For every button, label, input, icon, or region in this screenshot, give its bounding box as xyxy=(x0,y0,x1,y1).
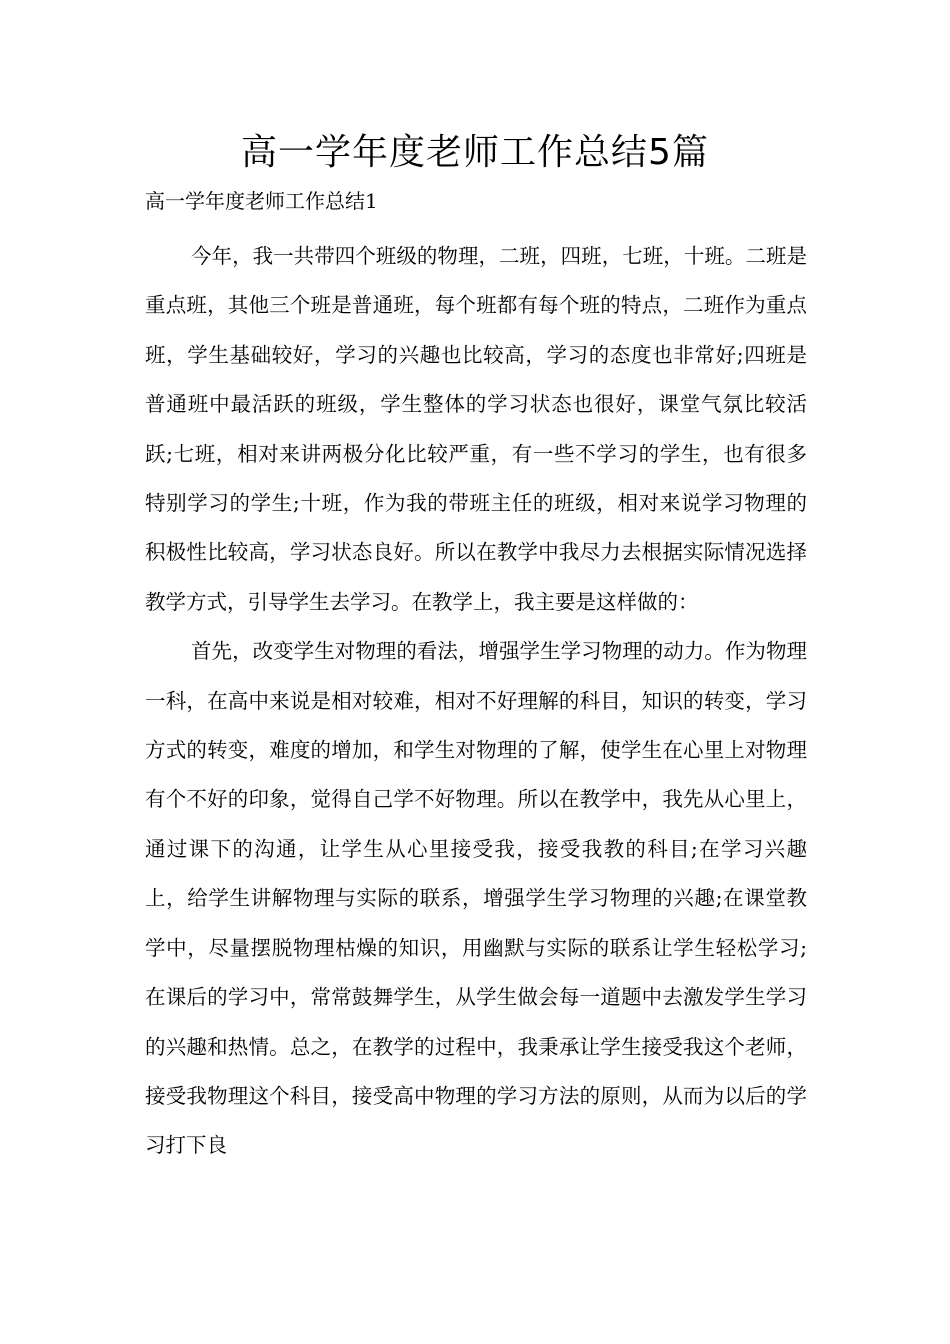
section-heading: 高一学年度老师工作总结1 xyxy=(145,189,378,213)
document-body xyxy=(145,232,807,1171)
paragraph-1: 今年，我一共带四个班级的物理，二班，四班，七班，十班。二班是重点班，其他三个班是普通班，每个班都有每个班的特点，二班作为重点班，学生基础较好，学习的兴趣也比较高，学习的态度也非常好;四班是普通班中最活跃的班级，学生整体的学习状态也很好，课堂气氛比较活跃;七班，相对来讲两极分化比较严重，有一些不学习的学生，也有很多特别学习的学生;十班，作为我的带班主任的班级，相对来说学习物理的积极性比较高，学习状态良好。所以在教学中我尽力去根据实际情况选择教学方式，引导学生去学习。在教学上，我主要是这样做的： xyxy=(145,244,807,614)
paragraph-2: 首先，改变学生对物理的看法，增强学生学习物理的动力。作为物理一科，在高中来说是相对较难，相对不好理解的科目，知识的转变，学习方式的转变，难度的增加，和学生对物理的了解，使学生在心里上对物理有个不好的印象，觉得自己学不好物理。所以在教学中，我先从心里上，通过课下的沟通，让学生从心里接受我，接受我教的科目;在学习兴趣上，给学生讲解物理与实际的联系，增强学生学习物理的兴趣;在课堂教学中，尽量摆脱物理枯燥的知识，用幽默与实际的联系让学生轻松学习;在课后的学习中，常常鼓舞学生，从学生做会每一道题中去激发学生学习的兴趣和热情。总之，在教学的过程中，我秉承让学生接受我这个老师，接受我物理这个科目，接受高中物理的学习方法的原则，从而为以后的学习打下良 xyxy=(145,639,807,1158)
document-title: 高一学年度老师工作总结5篇 xyxy=(241,132,709,173)
